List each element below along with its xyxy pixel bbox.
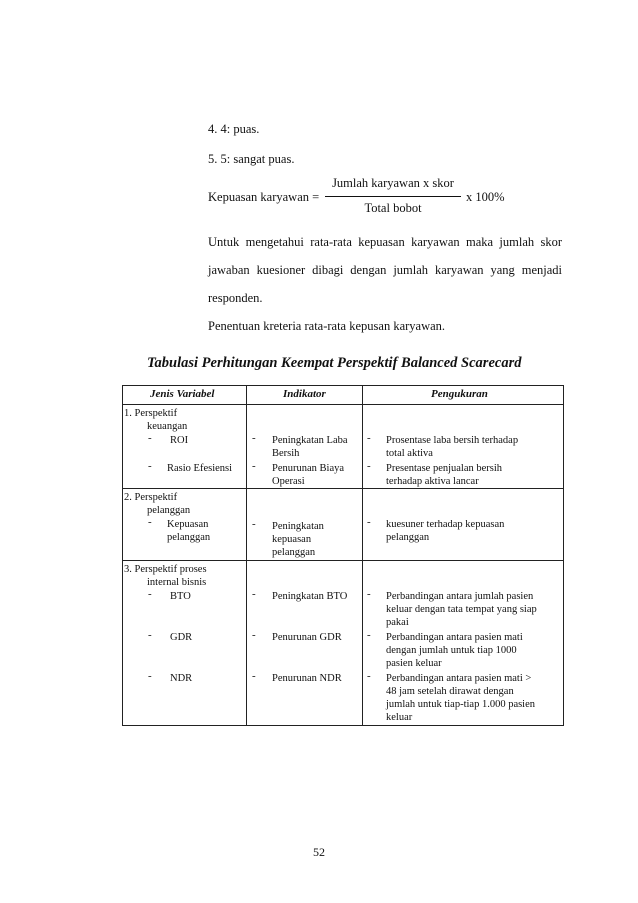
- header-divider: [122, 404, 564, 405]
- formula-multiplier: x 100%: [466, 190, 505, 204]
- bullet-dash: -: [148, 516, 152, 528]
- row-divider-2: [122, 560, 564, 561]
- row1-var-roi: ROI: [170, 435, 189, 446]
- row-divider-1: [122, 488, 564, 489]
- row3-ind-bto: Peningkatan BTO: [272, 591, 348, 602]
- paragraph-line-4: Penentuan kreteria rata-rata kepusan karyawan.: [208, 319, 446, 333]
- bullet-dash: -: [367, 432, 371, 444]
- bullet-dash: -: [367, 460, 371, 472]
- bullet-dash: -: [252, 588, 256, 600]
- row2-ind-a-2: kepuasan: [272, 534, 312, 545]
- list-item-5: 5. 5: sangat puas.: [208, 152, 295, 166]
- bullet-dash: -: [148, 629, 152, 641]
- row3-meas-c-2: 48 jam setelah dirawat dengan: [386, 686, 514, 697]
- row3-group: 3. Perspektif proses: [124, 564, 207, 575]
- row2-group: 2. Perspektif: [124, 492, 178, 503]
- bullet-dash: -: [252, 518, 256, 530]
- paragraph-line-2: jawaban kuesioner dibagi dengan jumlah karyawan yang menjadi: [208, 263, 562, 277]
- fraction-bar: [325, 196, 461, 197]
- row2-meas-a-1: kuesuner terhadap kepuasan: [386, 519, 505, 530]
- row2-var-a-1: Kepuasan: [167, 519, 209, 530]
- row2-ind-a-1: Peningkatan: [272, 521, 324, 532]
- page-number: 52: [313, 845, 325, 859]
- row1-meas-a-2: total aktiva: [386, 448, 433, 459]
- formula-numerator: Jumlah karyawan x skor: [332, 176, 454, 190]
- row3-meas-a-1: Perbandingan antara jumlah pasien: [386, 591, 534, 602]
- paragraph-line-3: responden.: [208, 291, 263, 305]
- row3-meas-b-1: Perbandingan antara pasien mati: [386, 632, 523, 643]
- row1-ind-a-1: Peningkatan Laba: [272, 435, 348, 446]
- bullet-dash: -: [367, 629, 371, 641]
- row3-meas-b-2: dengan jumlah untuk tiap 1000: [386, 645, 517, 656]
- bullet-dash: -: [252, 629, 256, 641]
- row2-group-cont: pelanggan: [147, 505, 191, 516]
- row1-group-cont: keuangan: [147, 421, 188, 432]
- row1-meas-b-2: terhadap aktiva lancar: [386, 476, 479, 487]
- row3-meas-c-1: Perbandingan antara pasien mati >: [386, 673, 532, 684]
- row1-ind-b-1: Penurunan Biaya: [272, 463, 345, 474]
- row3-var-ndr: NDR: [170, 673, 193, 684]
- row1-var-rasio: Rasio Efesiensi: [167, 463, 233, 474]
- formula-lhs: Kepuasan karyawan =: [208, 190, 320, 204]
- column-divider-2: [362, 385, 363, 726]
- bullet-dash: -: [148, 432, 152, 444]
- bullet-dash: -: [252, 670, 256, 682]
- bullet-dash: -: [148, 460, 152, 472]
- row3-meas-b-3: pasien keluar: [386, 658, 442, 669]
- row3-group-cont: internal bisnis: [147, 577, 207, 588]
- row1-group: 1. Perspektif: [124, 408, 178, 419]
- row3-var-gdr: GDR: [170, 632, 193, 643]
- row3-var-bto: BTO: [170, 591, 191, 602]
- row2-var-a-2: pelanggan: [167, 532, 211, 543]
- formula-denominator: Total bobot: [364, 201, 422, 215]
- header-pengukuran: Pengukuran: [431, 388, 488, 400]
- header-indikator: Indikator: [283, 388, 326, 400]
- row1-ind-b-2: Operasi: [272, 476, 305, 487]
- row2-meas-a-2: pelanggan: [386, 532, 430, 543]
- bullet-dash: -: [148, 588, 152, 600]
- row3-meas-c-3: jumlah untuk tiap-tiap 1.000 pasien: [386, 699, 536, 710]
- bullet-dash: -: [367, 588, 371, 600]
- row3-meas-a-3: pakai: [386, 617, 409, 628]
- row3-ind-ndr: Penurunan NDR: [272, 673, 342, 684]
- row1-ind-a-2: Bersih: [272, 448, 300, 459]
- bullet-dash: -: [148, 670, 152, 682]
- bullet-dash: -: [367, 670, 371, 682]
- paragraph-line-1: Untuk mengetahui rata-rata kepuasan karyawan maka jumlah skor: [208, 235, 562, 249]
- bullet-dash: -: [252, 432, 256, 444]
- row2-ind-a-3: pelanggan: [272, 547, 316, 558]
- row3-meas-c-4: keluar: [386, 712, 413, 723]
- row1-meas-b-1: Presentase penjualan bersih: [386, 463, 503, 474]
- row1-meas-a-1: Prosentase laba bersih terhadap: [386, 435, 519, 446]
- bullet-dash: -: [367, 516, 371, 528]
- header-jenis-variabel: Jenis Variabel: [150, 388, 215, 400]
- row3-ind-gdr: Penurunan GDR: [272, 632, 342, 643]
- bullet-dash: -: [252, 460, 256, 472]
- column-divider-1: [246, 385, 247, 726]
- row3-meas-a-2: keluar dengan tata tempat yang siap: [386, 604, 537, 615]
- table-heading: Tabulasi Perhitungan Keempat Perspektif Balanced Scarecard: [147, 355, 522, 371]
- list-item-4: 4. 4: puas.: [208, 122, 260, 136]
